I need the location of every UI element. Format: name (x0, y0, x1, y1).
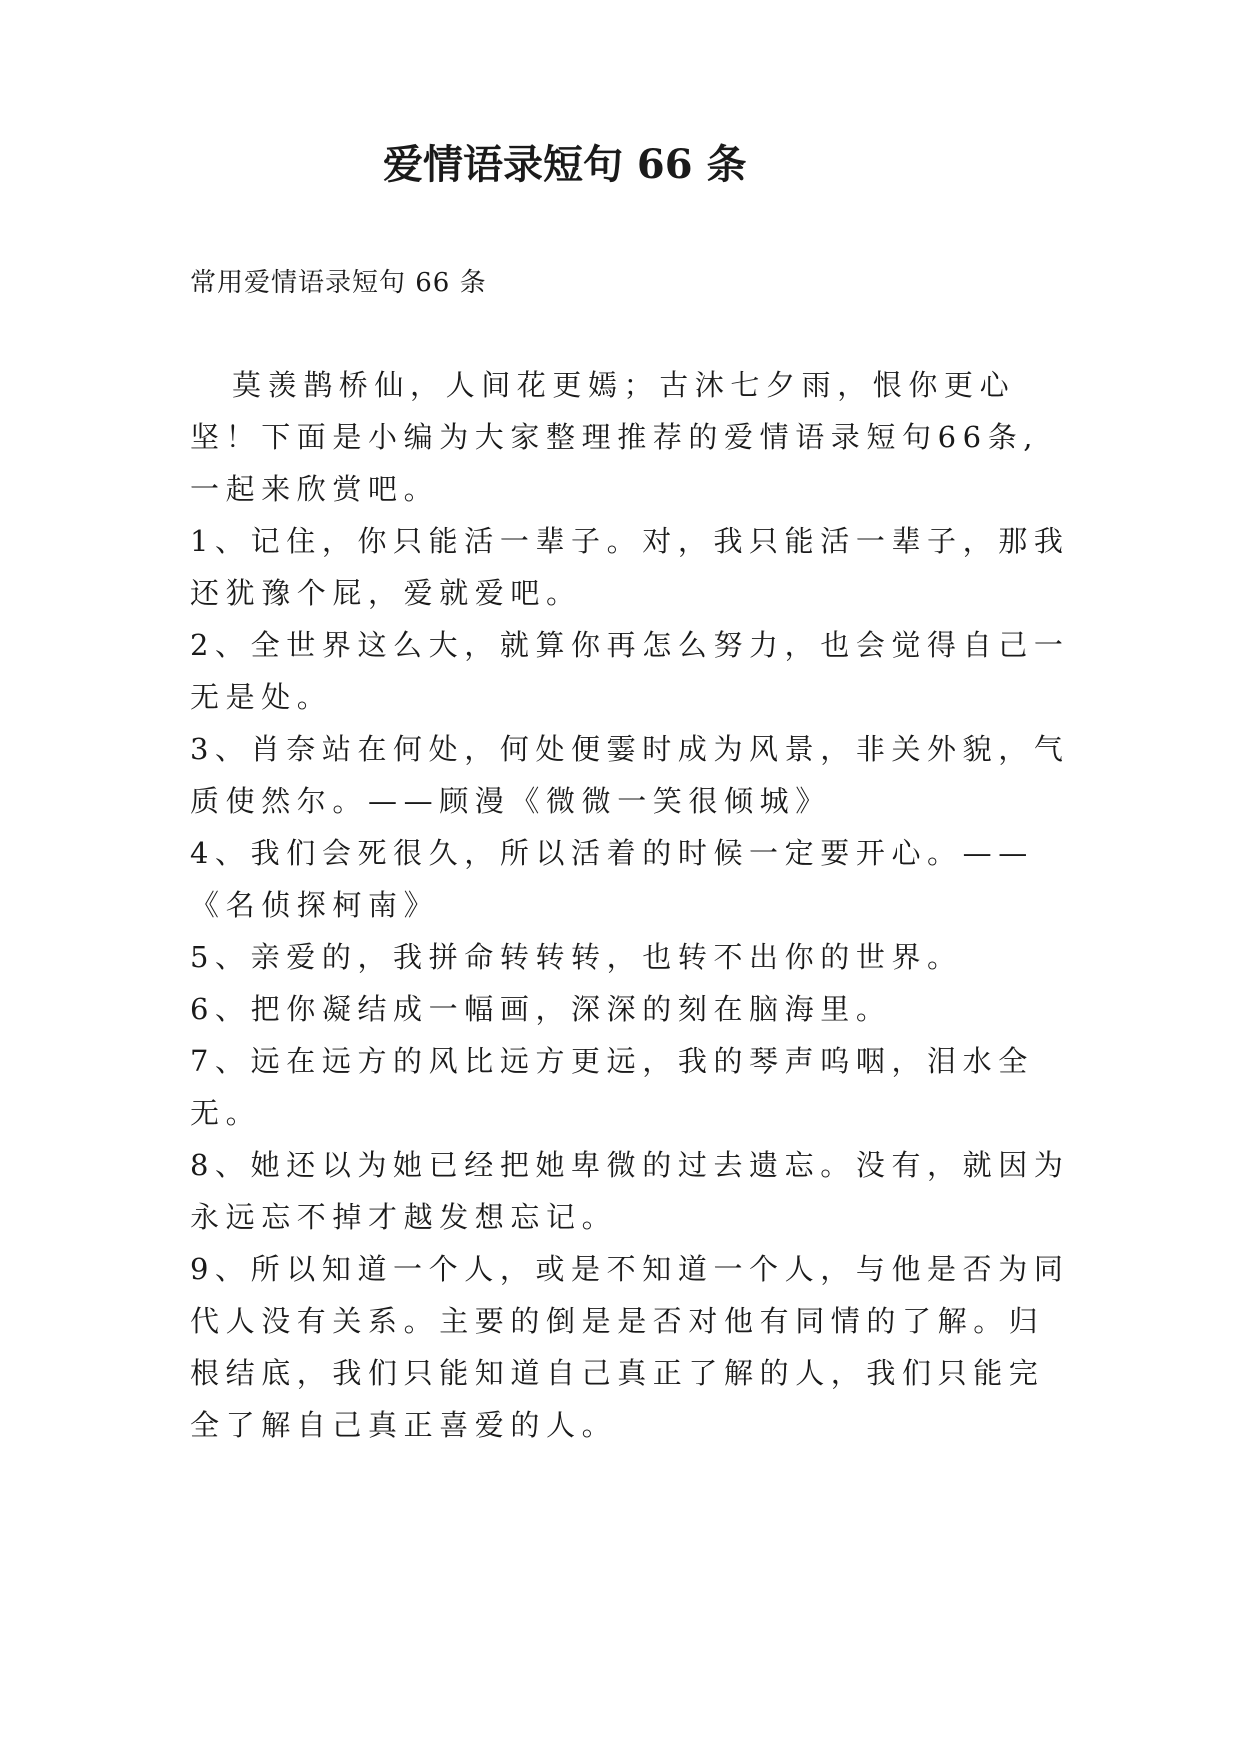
quote-item: 1、记住，你只能活一辈子。对，我只能活一辈子，那我还犹豫个屁，爱就爱吧。 (190, 524, 1070, 610)
quote-item: 6、把你凝结成一幅画，深深的刻在脑海里。 (190, 992, 892, 1026)
document-title: 爱情语录短句 66 条 (383, 141, 747, 188)
quote-item: 3、肖奈站在何处，何处便霎时成为风景，非关外貌，气质使然尔。——顾漫《微微一笑很倾城》 (190, 732, 1070, 818)
quote-item: 2、全世界这么大，就算你再怎么努力，也会觉得自己一无是处。 (190, 628, 1070, 714)
intro-paragraph: 莫羡鹊桥仙，人间花更嫣；古沐七夕雨，恨你更心坚！下面是小编为大家整理推荐的爱情语录短句66条,一起来欣赏吧。 (190, 368, 1040, 506)
quote-item: 5、亲爱的，我拼命转转转，也转不出你的世界。 (190, 940, 963, 974)
document-body (190, 359, 1070, 1451)
quote-item: 4、我们会死很久，所以活着的时候一定要开心。——《名侦探柯南》 (190, 836, 1034, 922)
document-subtitle: 常用爱情语录短句 66 条 (190, 268, 487, 298)
quote-item: 7、远在远方的风比远方更远，我的琴声呜咽，泪水全无。 (190, 1044, 1034, 1130)
quote-item: 9、所以知道一个人，或是不知道一个人，与他是否为同代人没有关系。主要的倒是是否对他有同情的了解。归根结底，我们只能知道自己真正了解的人，我们只能完全了解自己真正喜爱的人。 (190, 1252, 1070, 1442)
quote-item: 8、她还以为她已经把她卑微的过去遗忘。没有，就因为永远忘不掉才越发想忘记。 (190, 1148, 1070, 1234)
